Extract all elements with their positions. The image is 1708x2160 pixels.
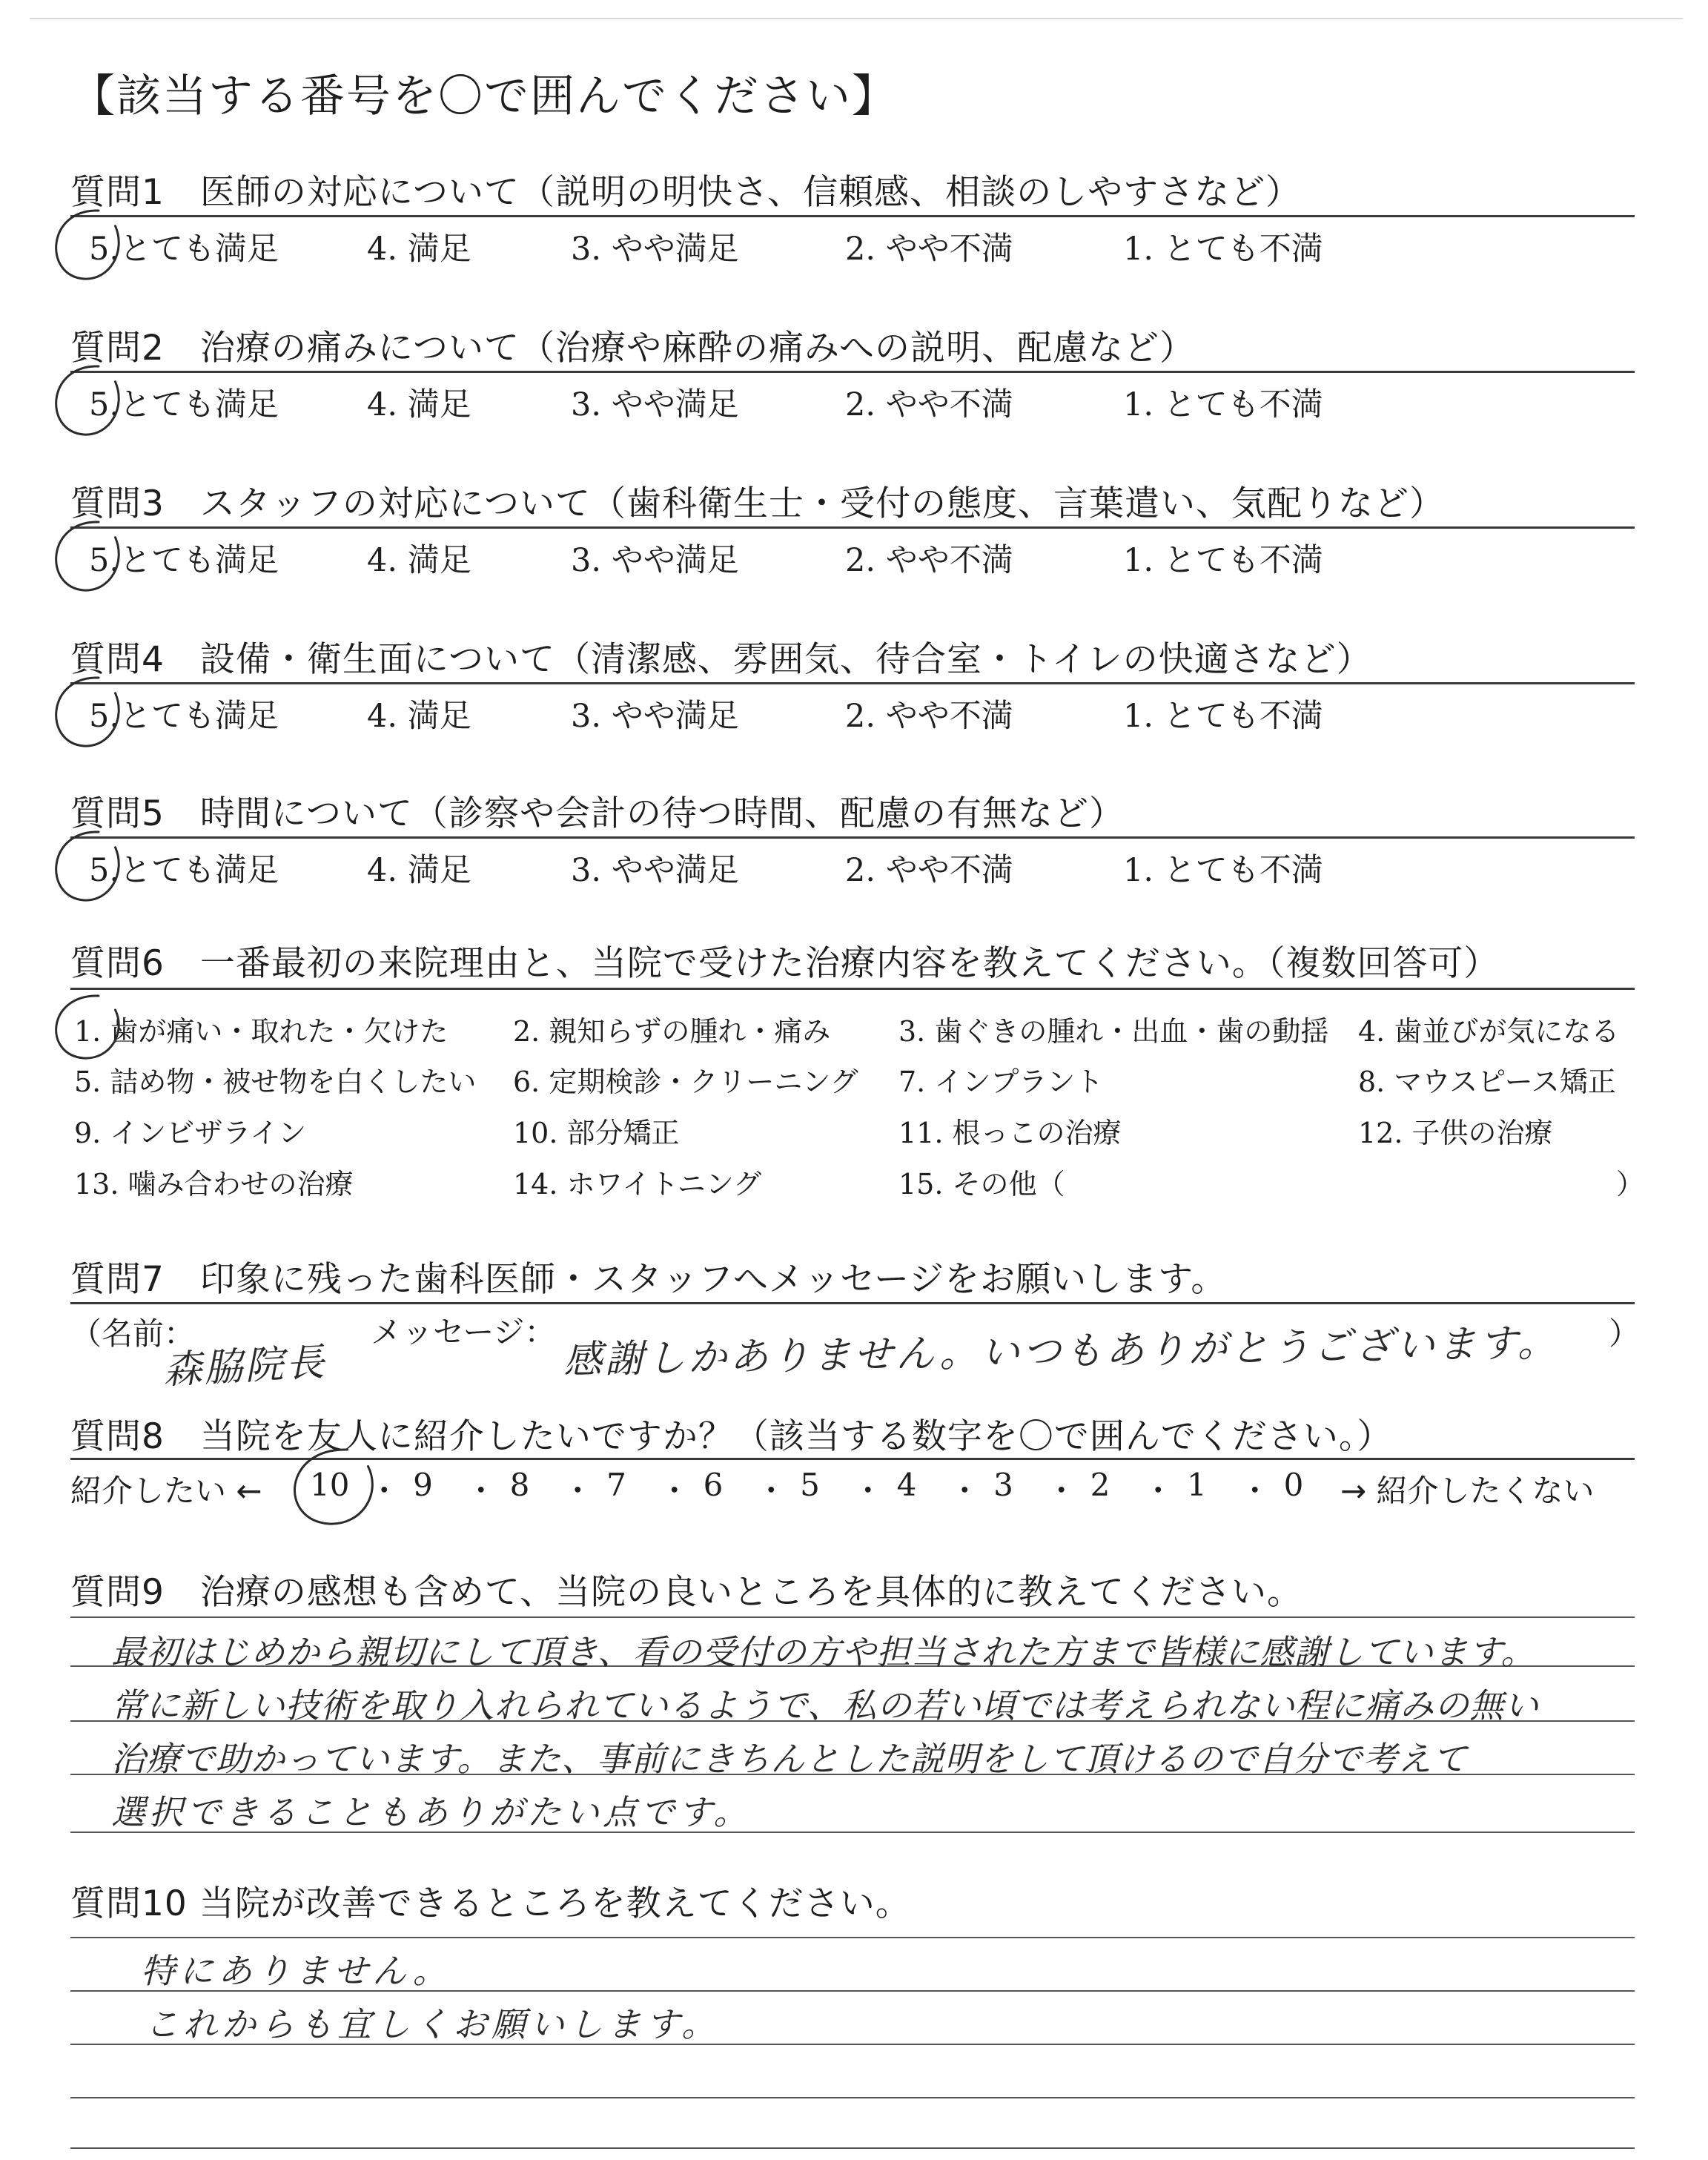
q4-option-3: 3. やや満足 xyxy=(571,698,739,735)
q4-title: 質問4 設備・衛生面について（清潔感、雰囲気、待合室・トイレの快適さなど） xyxy=(70,639,1372,680)
q3-option-5: 5.とても満足 xyxy=(89,542,279,579)
q6-option-6: 6. 定期検診・クリーニング xyxy=(513,1066,858,1098)
q1-title: 質問1 医師の対応について（説明の明快さ、信頼感、相談のしやすさなど） xyxy=(70,172,1302,213)
q6-option-1: 1. 歯が痛い・取れた・欠けた xyxy=(74,1015,448,1048)
q8-underline xyxy=(70,1458,1635,1460)
q8-separator-dot: ・ xyxy=(1142,1473,1174,1509)
q3-title: 質問3 スタッフの対応について（歯科衛生士・受付の態度、言葉遣い、気配りなど） xyxy=(70,483,1445,524)
q6-option-14: 14. ホワイトニング xyxy=(513,1168,762,1200)
q8-value-8: 8 xyxy=(509,1467,530,1503)
q8-separator-dot: ・ xyxy=(1045,1473,1077,1509)
q5-option-5: 5.とても満足 xyxy=(89,852,279,889)
q9-rule-1 xyxy=(70,1616,1635,1618)
q5-option-4: 4. 満足 xyxy=(367,852,471,889)
q8-value-6: 6 xyxy=(703,1467,724,1503)
q6-option-2: 2. 親知らずの腫れ・痛み xyxy=(513,1015,831,1048)
q5-option-2: 2. やや不満 xyxy=(845,852,1013,889)
q8-value-10: 10 xyxy=(310,1467,350,1503)
q10-rule-4 xyxy=(70,2097,1635,2098)
q3-underline xyxy=(70,526,1635,529)
q5-option-1: 1. とても不満 xyxy=(1123,852,1323,889)
q7-message-handwritten: 感謝しかありません。いつもありがとうございます。 xyxy=(563,1321,1560,1383)
q8-value-5: 5 xyxy=(800,1467,820,1503)
q8-title: 質問8 当院を友人に紹介したいですか？（該当する数字を〇で囲んでください。） xyxy=(70,1416,1393,1457)
q8-value-2: 2 xyxy=(1090,1467,1110,1503)
q4-option-4: 4. 満足 xyxy=(367,698,471,735)
q1-option-1: 1. とても不満 xyxy=(1123,231,1323,268)
q2-title: 質問2 治療の痛みについて（治療や麻酔の痛みへの説明、配慮など） xyxy=(70,328,1196,369)
q2-underline xyxy=(70,371,1635,373)
q8-value-0: 0 xyxy=(1283,1467,1304,1503)
q8-value-9: 9 xyxy=(413,1467,433,1503)
q8-separator-dot: ・ xyxy=(1239,1473,1271,1509)
q8-separator-dot: ・ xyxy=(562,1473,594,1509)
q9-title: 質問9 治療の感想も含めて、当院の良いところを具体的に教えてください。 xyxy=(70,1572,1302,1613)
q8-value-7: 7 xyxy=(606,1467,626,1503)
q5-title: 質問5 時間について（診察や会計の待つ時間、配慮の有無など） xyxy=(70,793,1125,834)
q2-option-1: 1. とても不満 xyxy=(1123,386,1323,423)
q6-option-5: 5. 詰め物・被せ物を白くしたい xyxy=(74,1066,477,1098)
q3-option-4: 4. 満足 xyxy=(367,542,471,579)
q3-option-1: 1. とても不満 xyxy=(1123,542,1323,579)
q10-rule-1 xyxy=(70,1937,1635,1938)
q6-option-8: 8. マウスピース矯正 xyxy=(1358,1066,1616,1098)
q8-value-1: 1 xyxy=(1187,1467,1207,1503)
q6-underline xyxy=(70,988,1635,990)
q9-handwritten-line-4: 選択できることもありがたい点です。 xyxy=(111,1792,752,1832)
q6-option-9: 9. インビザライン xyxy=(74,1117,307,1149)
q1-option-3: 3. やや満足 xyxy=(571,231,739,268)
q3-option-3: 3. やや満足 xyxy=(571,542,739,579)
q2-option-4: 4. 満足 xyxy=(367,386,471,423)
q4-option-2: 2. やや不満 xyxy=(845,698,1013,735)
q5-option-3: 3. やや満足 xyxy=(571,852,739,889)
q8-value-4: 4 xyxy=(896,1467,917,1503)
q6-option-12: 12. 子供の治療 xyxy=(1358,1117,1553,1149)
q10-handwritten-line-2: これからも宜しくお願いします。 xyxy=(145,2004,721,2044)
q7-name-handwritten: 森脇院長 xyxy=(162,1340,328,1393)
q9-handwritten-line-3: 治療で助かっています。また、事前にきちんとした説明をして頂けるので自分で考えて xyxy=(111,1739,1468,1779)
q8-left-label: 紹介したい ← xyxy=(70,1473,262,1509)
q2-option-2: 2. やや不満 xyxy=(845,386,1013,423)
q3-option-2: 2. やや不満 xyxy=(845,542,1013,579)
q7-message-label: メッセージ： xyxy=(371,1314,556,1350)
q9-handwritten-line-2: 常に新しい技術を取り入れられているようで、私の若い頃では考えられない程に痛みの無い xyxy=(111,1685,1540,1725)
q7-underline xyxy=(70,1302,1635,1304)
q6-option-16: ） xyxy=(1616,1168,1645,1200)
q7-title: 質問7 印象に残った歯科医師・スタッフへメッセージをお願いします。 xyxy=(70,1259,1227,1300)
q6-title: 質問6 一番最初の来院理由と、当院で受けた治療内容を教えてください。（複数回答可） xyxy=(70,943,1500,984)
q6-option-7: 7. インプラント xyxy=(898,1066,1104,1098)
q6-option-10: 10. 部分矯正 xyxy=(513,1117,680,1149)
q1-option-2: 2. やや不満 xyxy=(845,231,1013,268)
q1-option-5: 5.とても満足 xyxy=(89,231,279,268)
q8-separator-dot: ・ xyxy=(852,1473,884,1509)
q7-close-paren: ） xyxy=(1609,1315,1641,1352)
q4-option-5: 5.とても満足 xyxy=(89,698,279,735)
q8-right-label: → 紹介したくない xyxy=(1340,1473,1595,1509)
q9-handwritten-line-1: 最初はじめから親切にして頂き、看の受付の方や担当された方まで皆様に感謝しています。 xyxy=(111,1632,1536,1672)
q10-handwritten-line-1: 特にありません。 xyxy=(141,1951,451,1991)
q1-underline xyxy=(70,215,1635,217)
q6-option-3: 3. 歯ぐきの腫れ・出血・歯の動揺 xyxy=(898,1015,1329,1048)
q5-underline xyxy=(70,836,1635,839)
q2-option-3: 3. やや満足 xyxy=(571,386,739,423)
q7-name-label: （名前： xyxy=(70,1315,196,1352)
q2-option-5: 5.とても満足 xyxy=(89,386,279,423)
sheet-header: 【該当する番号を〇で囲んでください】 xyxy=(70,70,898,122)
q8-separator-dot: ・ xyxy=(368,1473,400,1509)
q10-rule-5 xyxy=(70,2147,1635,2149)
q6-option-15: 15. その他（ xyxy=(898,1168,1065,1200)
q8-separator-dot: ・ xyxy=(755,1473,787,1509)
q4-option-1: 1. とても不満 xyxy=(1123,698,1323,735)
q10-title: 質問10 当院が改善できるところを教えてください。 xyxy=(70,1883,911,1924)
q8-separator-dot: ・ xyxy=(465,1473,497,1509)
q4-underline xyxy=(70,682,1635,684)
q8-separator-dot: ・ xyxy=(658,1473,690,1509)
q1-option-4: 4. 満足 xyxy=(367,231,471,268)
q6-option-4: 4. 歯並びが気になる xyxy=(1358,1015,1620,1048)
q6-option-13: 13. 噛み合わせの治療 xyxy=(74,1168,354,1200)
q8-separator-dot: ・ xyxy=(949,1473,981,1509)
top-edge-line xyxy=(30,18,1683,19)
q8-value-3: 3 xyxy=(993,1467,1013,1503)
q6-option-11: 11. 根っこの治療 xyxy=(898,1117,1122,1149)
